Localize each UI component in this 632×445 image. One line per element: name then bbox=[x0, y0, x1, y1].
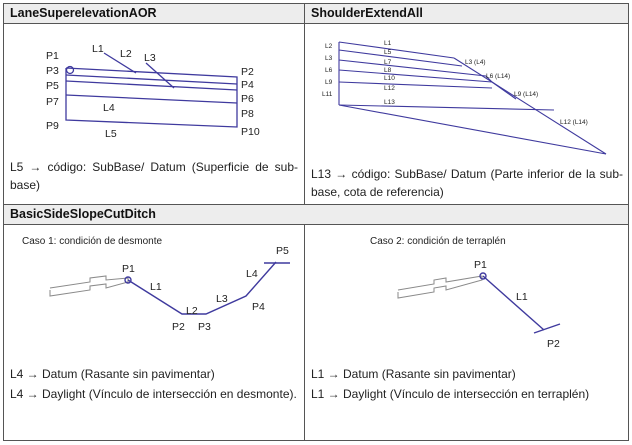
cut-caption: Caso 1: condición de desmonte bbox=[22, 236, 163, 247]
label-l4-cut: L4 bbox=[246, 268, 258, 280]
header-basic-side-slope: BasicSideSlopeCutDitch bbox=[4, 205, 628, 224]
label-p1: P1 bbox=[46, 50, 59, 62]
label-l2-shoulder: L2 bbox=[325, 43, 333, 50]
label-p7: P7 bbox=[46, 96, 59, 108]
label-l2: L2 bbox=[120, 48, 132, 60]
label-l1-shoulder: L1 bbox=[384, 40, 392, 47]
fill-description-1: L1 → Datum (Rasante sin pavimentar) bbox=[311, 367, 516, 381]
fill-description-2: L1 → Daylight (Vínculo de intersección en terraplén) bbox=[311, 387, 590, 401]
cut-description-1: L4 → Datum (Rasante sin pavimentar) bbox=[10, 367, 215, 381]
label-l3-l4: L3 (L4) bbox=[465, 59, 486, 66]
label-l8-shoulder: L8 bbox=[384, 67, 392, 74]
cut-description-2: L4 → Daylight (Vínculo de intersección en desmonte). bbox=[10, 387, 297, 401]
label-l1-cut: L1 bbox=[150, 281, 162, 293]
label-p8: P8 bbox=[241, 108, 254, 120]
label-l4: L4 bbox=[103, 102, 115, 114]
label-l6-shoulder: L6 bbox=[325, 67, 333, 74]
label-p9: P9 bbox=[46, 120, 59, 132]
label-p4: P4 bbox=[241, 79, 254, 91]
label-l3-shoulder: L3 bbox=[325, 55, 333, 62]
label-p5-cut: P5 bbox=[276, 245, 289, 257]
label-p1-cut: P1 bbox=[122, 263, 135, 275]
shoulder-extend-diagram bbox=[306, 30, 628, 160]
label-l5: L5 bbox=[105, 128, 117, 140]
header-shoulder-extend: ShoulderExtendAll bbox=[305, 4, 628, 23]
label-p2-cut: P2 bbox=[172, 321, 185, 333]
label-p2-fill: P2 bbox=[547, 338, 560, 350]
fill-caption: Caso 2: condición de terraplén bbox=[370, 236, 506, 247]
header-lane-superelevation: LaneSuperelevationAOR bbox=[4, 4, 304, 23]
label-p4-cut: P4 bbox=[252, 301, 265, 313]
label-p1-fill: P1 bbox=[474, 259, 487, 271]
label-l9-shoulder: L9 bbox=[325, 79, 333, 86]
fill-condition-diagram bbox=[306, 232, 624, 362]
label-p10: P10 bbox=[241, 126, 260, 138]
label-l12-l14: L12 (L14) bbox=[560, 119, 588, 126]
label-p3-cut: P3 bbox=[198, 321, 211, 333]
label-p3: P3 bbox=[46, 65, 59, 77]
label-l3: L3 bbox=[144, 52, 156, 64]
shoulder-description: L13 → código: SubBase/ Datum (Parte inferior de la sub-base, cota de referencia) bbox=[311, 167, 623, 199]
row-divider-3 bbox=[3, 224, 629, 225]
column-divider-top bbox=[304, 3, 305, 204]
label-p5: P5 bbox=[46, 80, 59, 92]
label-l3-cut: L3 bbox=[216, 293, 228, 305]
label-l13-shoulder: L13 bbox=[384, 99, 395, 106]
lane-description: L5 → código: SubBase/ Datum (Superficie de sub-base) bbox=[10, 160, 298, 192]
label-l12-shoulder: L12 bbox=[384, 85, 395, 92]
row-divider-1 bbox=[3, 23, 629, 24]
label-l5-shoulder: L5 bbox=[384, 49, 392, 56]
column-divider-bottom bbox=[304, 224, 305, 441]
lane-superelevation-diagram bbox=[4, 30, 304, 150]
row-divider-2 bbox=[3, 204, 629, 205]
label-l11-shoulder: L11 bbox=[322, 91, 333, 98]
label-l2-cut: L2 bbox=[186, 305, 198, 317]
cut-condition-diagram bbox=[6, 232, 302, 352]
label-l9-l14: L9 (L14) bbox=[514, 91, 539, 98]
label-p2: P2 bbox=[241, 66, 254, 78]
label-p6: P6 bbox=[241, 93, 254, 105]
label-l1-fill: L1 bbox=[516, 291, 528, 303]
label-l7-shoulder: L7 bbox=[384, 59, 392, 66]
label-l10-shoulder: L10 bbox=[384, 75, 395, 82]
label-l1: L1 bbox=[92, 43, 104, 55]
label-l6-l14: L6 (L14) bbox=[486, 73, 511, 80]
